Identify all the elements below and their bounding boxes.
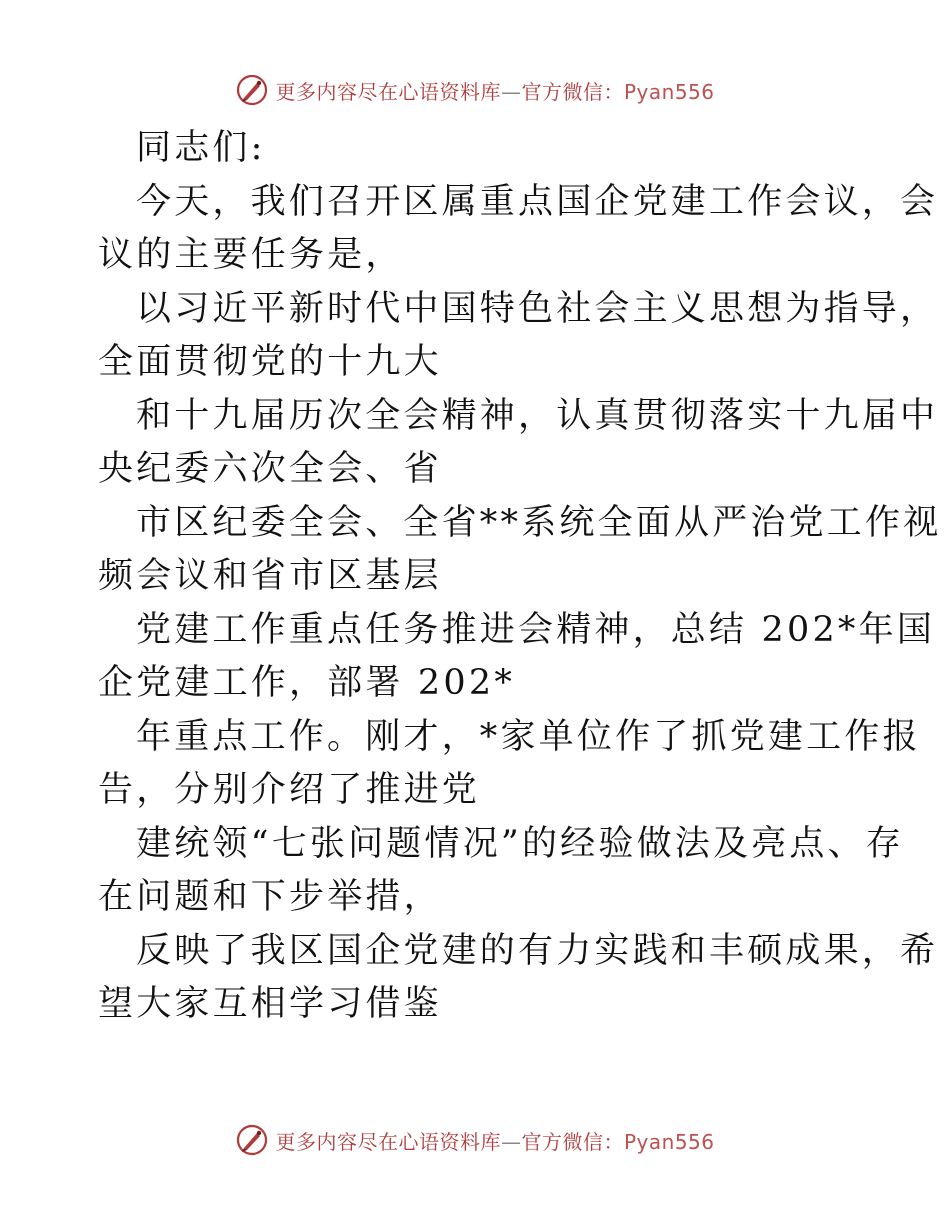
body-line: 建统领“七张问题情况”的经验做法及亮点、存	[136, 823, 904, 864]
body-line: 党建工作重点任务推进会精神，总结 202*年国	[136, 609, 936, 650]
pen-logo-icon	[235, 1123, 269, 1157]
document-body	[98, 122, 942, 1032]
watermark-wechat-id: Pyan556	[623, 1129, 715, 1154]
body-line: 今天，我们召开区属重点国企党建工作会议，会	[136, 181, 939, 222]
body-line: 企党建工作，部署 202*	[98, 663, 516, 703]
body-line: 市区纪委全会、全省**系统全面从严治党工作视	[136, 502, 942, 543]
watermark-text	[275, 76, 714, 105]
body-line: 同志们:	[136, 128, 266, 168]
watermark-separator: —	[500, 1129, 522, 1154]
body-line: 以习近平新时代中国特色社会主义思想为指导，	[136, 288, 939, 329]
body-line: 和十九届历次全会精神，认真贯彻落实十九届中	[136, 395, 939, 436]
watermark-separator: —	[500, 79, 522, 104]
pen-logo-icon	[235, 73, 269, 107]
body-line: 频会议和省市区基层	[98, 556, 442, 596]
watermark-text	[275, 1126, 714, 1155]
header-watermark	[0, 70, 950, 110]
body-line: 望大家互相学习借鉴	[98, 984, 442, 1024]
watermark-wechat-id: Pyan556	[623, 79, 715, 104]
watermark-wechat-label: 官方微信：	[521, 1129, 624, 1154]
watermark-site: 更多内容尽在心语资料库	[275, 79, 501, 104]
body-line: 议的主要任务是，	[98, 235, 404, 275]
body-line: 告，分别介绍了推进党	[98, 770, 481, 810]
body-line: 在问题和下步举措，	[98, 877, 442, 917]
body-line: 反映了我区国企党建的有力实践和丰硕成果，希	[136, 930, 939, 971]
body-line: 全面贯彻党的十九大	[98, 342, 442, 382]
body-line: 年重点工作。刚才，*家单位作了抓党建工作报	[136, 716, 921, 757]
watermark-site: 更多内容尽在心语资料库	[275, 1129, 501, 1154]
footer-watermark	[0, 1120, 950, 1160]
body-line: 央纪委六次全会、省	[98, 449, 442, 489]
watermark-wechat-label: 官方微信：	[521, 79, 624, 104]
